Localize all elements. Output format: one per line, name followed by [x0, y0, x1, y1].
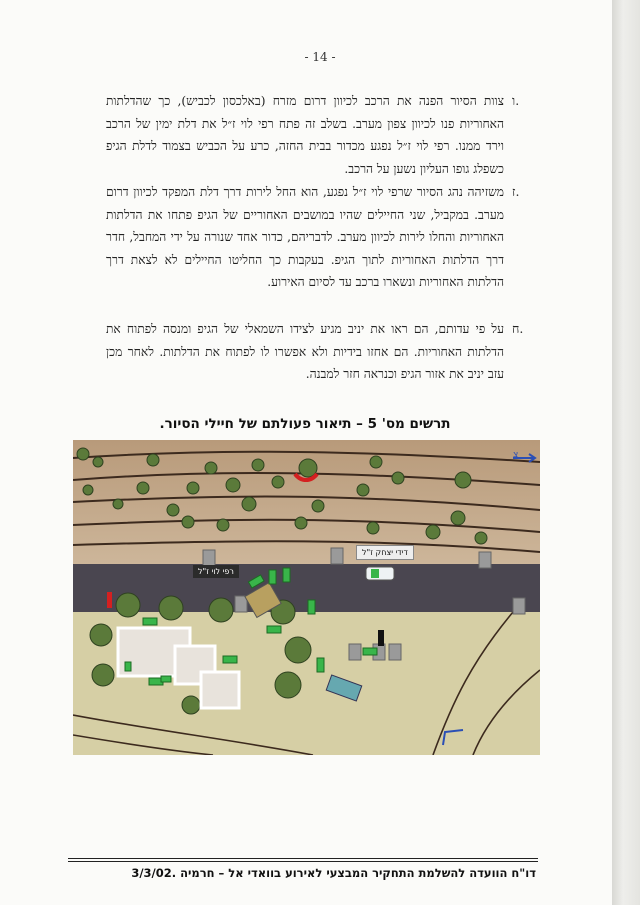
- footer-rule-second: [68, 861, 538, 862]
- paragraph-zayin: משזיהה נהג הסיור שרפי לוי ז״ל נפגע, הוא החל לירות דרך דלת המפקד לכיוון דרום מערב. במקביל, שני החיילים שהיו במושבים האחוריים של הגיפ פתחו את הדלתות האחוריות והחלו לירות לכיוון מערב. לדבריהם, כדור אחד שנורה על ידי המחבל, חדר דרך הדלתות האחוריות לתוך הגיפ. בעקבות כך החליטו החיילים לא לצאת דרך הדלתות האחוריות ונשארו ברכב עד לסיום האירוע.: [106, 185, 504, 289]
- paragraph-marker-het: .ח: [512, 321, 524, 336]
- jeep: [366, 567, 394, 580]
- map-illustration: [73, 440, 540, 755]
- page-edge: [612, 0, 640, 905]
- road: [73, 564, 540, 612]
- footer-rule: [68, 858, 538, 859]
- north-arrow-label: צ: [513, 450, 519, 460]
- paragraph-marker-zayin: .ז: [512, 184, 520, 199]
- page-number: - 14 -: [304, 50, 336, 64]
- black-figure: [378, 630, 384, 646]
- incident-map: [73, 440, 540, 755]
- paragraph-vav: צוות הסיור הפנה את הרכב לכיוון דרום מזרח (באלכסון לכביש), כך שהדלתות האחוריות פנו לכיוון צפון מערב. בשלב זה פתח רפי לוי ז״ל את דלת ימין של הרכב וירד ממנו. רפי לוי ז״ל נפגע מכדור בבית החזה, כרע על הכביש בצמוד לדלת הגיפ כשפלג גופו העליון נשען על הרכב.: [106, 94, 504, 176]
- label-didi-yitzhak: דידי יצחק ז"ל: [356, 545, 414, 560]
- figure-caption: תרשים מס' 5 – תיאור פעולתם של חיילי הסיור.: [159, 416, 451, 432]
- label-rafi-levi: רפי לוי ז"ל: [193, 565, 239, 578]
- page-footer: דו"ח הוועדה להשלמת התחקיר המבצעי לאירוע בוואדי אל – חרמיה .3/3/02: [131, 866, 536, 880]
- red-barrier: [107, 592, 112, 608]
- paragraph-het: על פי עדותם, הם ראו את יניב מגיע לצידו השמאלי של הגיפ ומנסה לפתוח את הדלתות האחוריות. הם אחזו בידיות ולא אפשרו לו לפתוח את הדלתות. לאחר מכן עזב יניב את אזור הגיפ וכנראה חזר למבנה.: [106, 322, 504, 381]
- paragraph-marker-vav: .ו: [512, 93, 520, 108]
